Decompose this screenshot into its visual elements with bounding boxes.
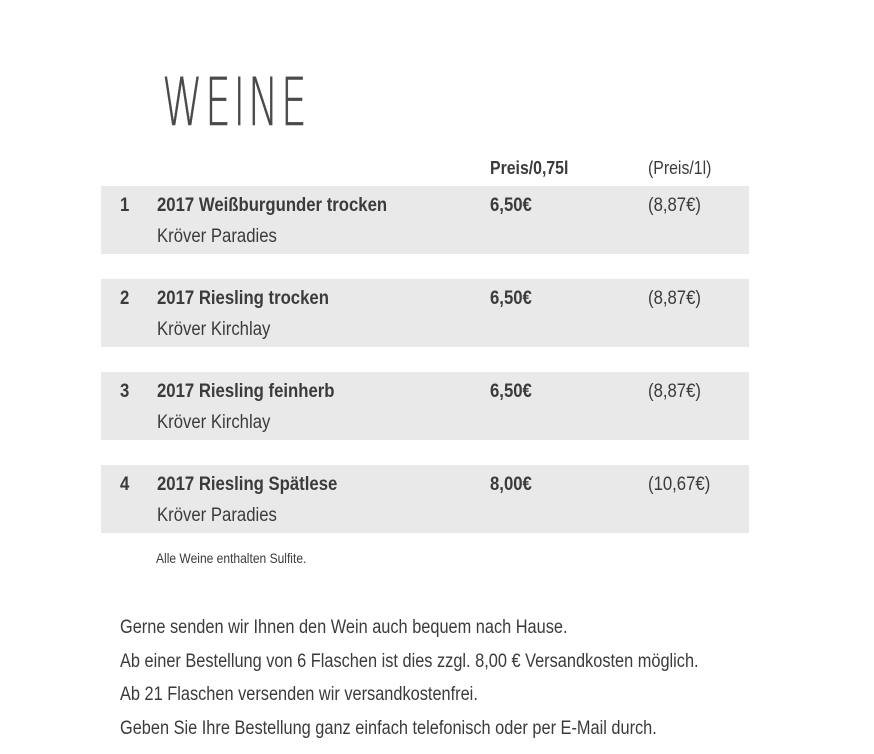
- wine-price: 6,50€: [490, 288, 532, 309]
- column-header-price: Preis/0,75l: [490, 158, 569, 178]
- wine-name: 2017 Riesling feinherb: [157, 381, 335, 402]
- wine-price-per-liter: (8,87€): [648, 288, 701, 309]
- shipping-info-line: Gerne senden wir Ihnen den Wein auch bequem nach Hause.: [120, 617, 568, 638]
- wine-vineyard: Kröver Paradies: [157, 505, 277, 526]
- wine-row-4: [101, 465, 749, 533]
- wine-price-per-liter: (8,87€): [648, 381, 701, 402]
- wine-vineyard: Kröver Kirchlay: [157, 319, 271, 340]
- wine-name: 2017 Riesling trocken: [157, 288, 329, 309]
- wine-name: 2017 Riesling Spätlese: [157, 474, 338, 495]
- wine-price: 6,50€: [490, 195, 532, 216]
- wine-row-3: [101, 372, 749, 440]
- shipping-info-line: Ab einer Bestellung von 6 Flaschen ist dies zzgl. 8,00 € Versandkosten möglich.: [120, 651, 699, 672]
- wine-number: 4: [120, 474, 130, 495]
- wine-price-per-liter: (10,67€): [648, 474, 711, 495]
- wine-vineyard: Kröver Paradies: [157, 226, 277, 247]
- wine-row-1: [101, 186, 749, 254]
- wine-number: 3: [120, 381, 130, 402]
- page-title: WEINE: [162, 64, 310, 141]
- wine-number: 1: [120, 195, 130, 216]
- shipping-info-line: Geben Sie Ihre Bestellung ganz einfach telefonisch oder per E-Mail durch.: [120, 718, 657, 739]
- shipping-info-line: Ab 21 Flaschen versenden wir versandkostenfrei.: [120, 684, 478, 705]
- wine-vineyard: Kröver Kirchlay: [157, 412, 271, 433]
- sulfite-note: Alle Weine enthalten Sulfite.: [156, 550, 307, 566]
- wine-number: 2: [120, 288, 130, 309]
- wine-name: 2017 Weißburgunder trocken: [157, 195, 388, 216]
- wine-row-2: [101, 279, 749, 347]
- wine-price-per-liter: (8,87€): [648, 195, 701, 216]
- column-header-price-per-liter: (Preis/1l): [648, 158, 712, 178]
- wine-price: 6,50€: [490, 381, 532, 402]
- wine-price: 8,00€: [490, 474, 532, 495]
